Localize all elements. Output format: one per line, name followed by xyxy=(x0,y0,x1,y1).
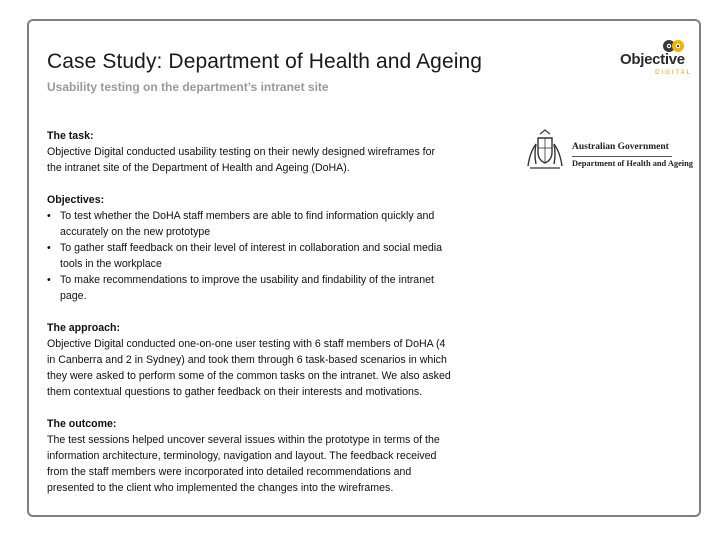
objective-line: accurately on the new prototype xyxy=(60,226,211,238)
objective-line: To make recommendations to improve the usability and findability of the intranet xyxy=(60,274,434,286)
logo-name: Objective xyxy=(620,51,685,68)
outcome-text-line: The test sessions helped uncover several issues within the prototype in terms of the xyxy=(47,434,440,446)
objectives-list xyxy=(47,208,487,304)
slide-title: Case Study: Department of Health and Ageing xyxy=(47,50,483,73)
task-text-line: the intranet site of the Department of Health and Ageing (DoHA). xyxy=(47,162,350,174)
objective-line: To test whether the DoHA staff members are able to find information quickly and xyxy=(60,210,435,222)
spacer xyxy=(47,304,487,320)
approach-text-line: them contextual questions to gather feedback on their interests and motivations. xyxy=(47,386,423,398)
objective-item xyxy=(47,208,487,240)
spacer xyxy=(47,176,487,192)
govt-department: Department of Health and Ageing xyxy=(572,159,693,168)
logo-tagline: DIGITAL xyxy=(655,70,692,76)
objective-line: tools in the workplace xyxy=(60,258,162,270)
outcome-text-line: presented to the client who implemented the changes into the wireframes. xyxy=(47,482,394,494)
objective-item xyxy=(47,240,487,272)
case-study-body xyxy=(47,128,487,496)
approach-heading: The approach: xyxy=(47,322,120,334)
bullet: • xyxy=(47,210,51,222)
objective-line: page. xyxy=(60,290,87,302)
spacer xyxy=(47,400,487,416)
approach-text-line: Objective Digital conducted one-on-one user testing with 6 staff members of DoHA (4 xyxy=(47,338,446,350)
outcome-heading: The outcome: xyxy=(47,418,117,430)
outcome-text-line: from the staff members were incorporated into detailed recommendations and xyxy=(47,466,412,478)
slide-subtitle: Usability testing on the department’s intranet site xyxy=(47,80,329,94)
australian-government-logo xyxy=(522,128,693,178)
outcome-text-line: information architecture, terminology, navigation and layout. The feedback received xyxy=(47,450,437,462)
bullet: • xyxy=(47,274,51,286)
coat-of-arms-icon xyxy=(522,128,568,174)
bullet: • xyxy=(47,242,51,254)
govt-name: Australian Government xyxy=(572,142,669,152)
approach-text-line: they were asked to perform some of the common tasks on the intranet. We also asked xyxy=(47,370,451,382)
objective-digital-logo xyxy=(620,38,692,82)
objective-line: To gather staff feedback on their level of interest in collaboration and social media xyxy=(60,242,442,254)
objective-item xyxy=(47,272,487,304)
task-heading: The task: xyxy=(47,130,94,142)
govt-divider xyxy=(572,156,672,157)
approach-text-line: in Canberra and 2 in Sydney) and took them through 6 task-based scenarios in which xyxy=(47,354,447,366)
task-text-line: Objective Digital conducted usability testing on their newly designed wireframes for xyxy=(47,146,436,158)
objectives-heading: Objectives: xyxy=(47,194,105,206)
